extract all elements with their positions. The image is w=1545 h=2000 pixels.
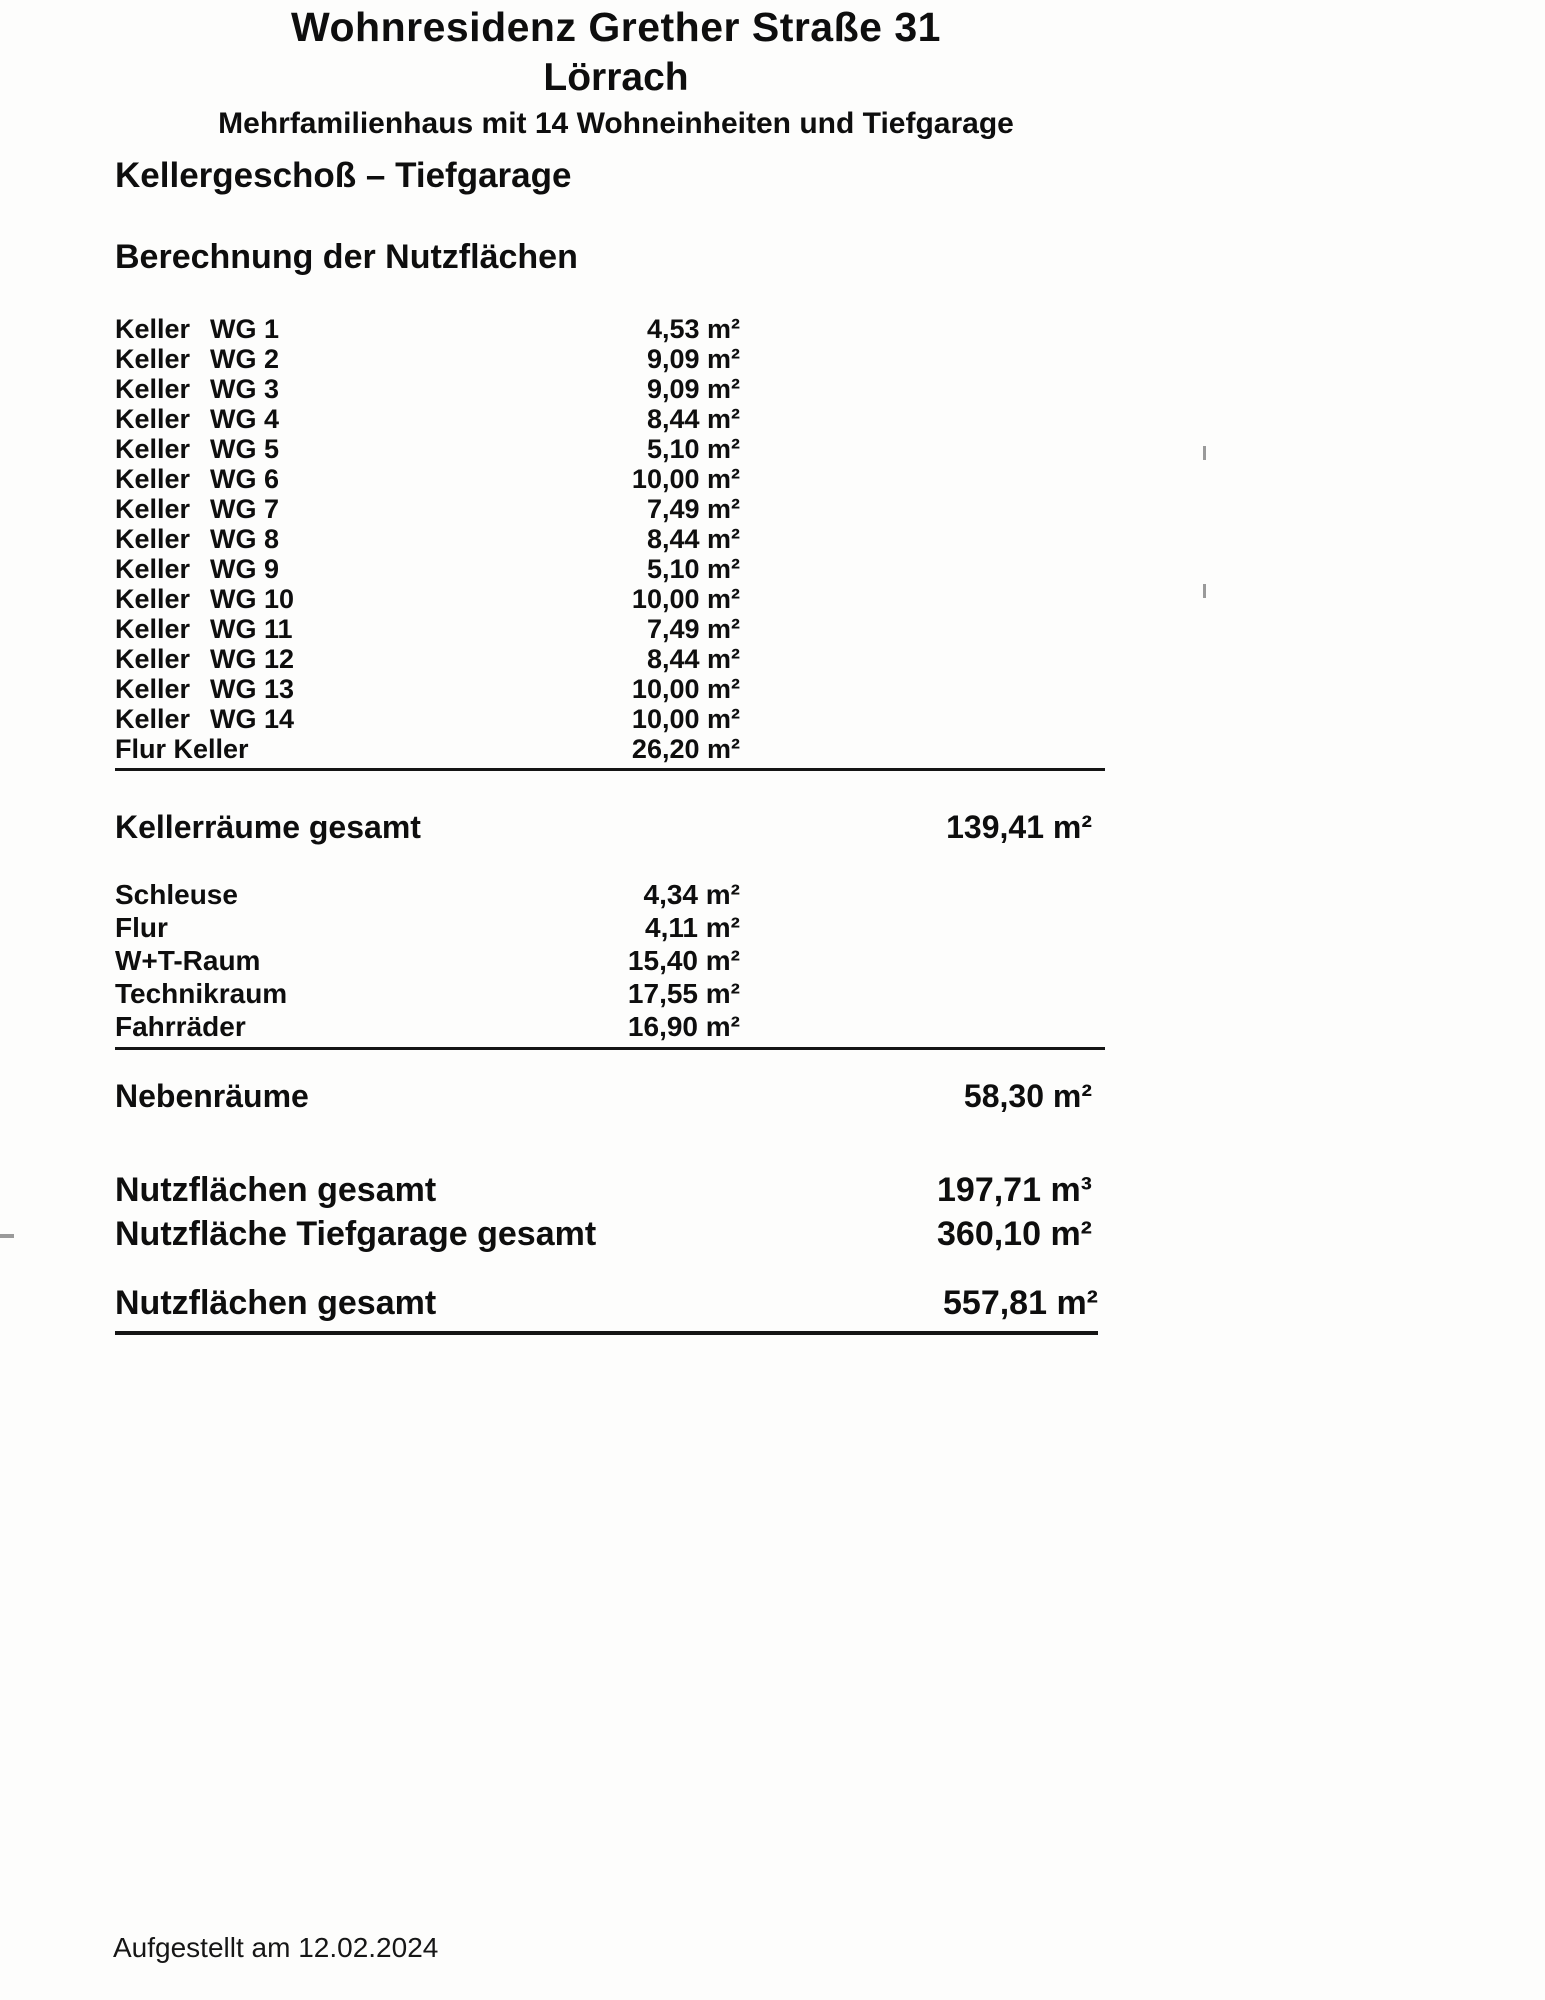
area-row-left (115, 674, 294, 704)
area-row-left (115, 584, 294, 614)
area-row-left (115, 404, 279, 434)
area-row-left (115, 878, 258, 911)
room-label: Nutzflächen gesamt (115, 1171, 437, 1209)
unit-label: WG 14 (210, 704, 295, 734)
area-row (115, 314, 740, 344)
keller-total-label: Kellerräume gesamt (115, 809, 421, 845)
unit-label: WG 8 (210, 524, 280, 554)
unit-label: WG 3 (210, 374, 280, 404)
area-row-left (115, 314, 279, 344)
area-row (115, 674, 740, 704)
unit-label: WG 1 (210, 314, 280, 344)
area-row-left (115, 1212, 616, 1256)
document-subtitle: Mehrfamilienhaus mit 14 Wohneinheiten und Tiefgarage (218, 107, 1014, 140)
area-value: 9,09 m² (646, 374, 740, 404)
area-row-left (115, 434, 279, 464)
keller-rows (115, 314, 1105, 764)
area-row-left (115, 644, 294, 674)
room-label: Keller (115, 434, 191, 464)
neben-total-value: 58,30 m² (963, 1078, 1092, 1114)
room-label: Schleuse (115, 879, 238, 910)
area-row (115, 584, 740, 614)
area-row (115, 404, 740, 434)
keller-total-row (115, 809, 1092, 846)
area-value: 4,53 m² (646, 314, 740, 344)
unit-label: WG 2 (210, 344, 280, 374)
area-row-left (115, 977, 307, 1010)
area-row-left (115, 1168, 456, 1212)
area-row (115, 734, 740, 764)
document-city: Lörrach (543, 56, 689, 99)
unit-label: WG 12 (210, 644, 295, 674)
scan-artifact (0, 1234, 14, 1238)
section-heading-kellergeschoss: Kellergeschoß – Tiefgarage (115, 156, 572, 195)
neben-rows (115, 878, 1105, 1043)
room-label: Nutzfläche Tiefgarage gesamt (115, 1215, 597, 1253)
area-row (115, 374, 740, 404)
room-label: Keller (115, 314, 191, 344)
area-value: 7,49 m² (646, 494, 740, 524)
area-row (115, 524, 740, 554)
area-row (115, 554, 740, 584)
area-value: 16,90 m² (627, 1011, 740, 1042)
room-label: Keller (115, 404, 191, 434)
area-row (115, 977, 740, 1010)
room-label: Keller (115, 524, 191, 554)
area-value: 4,11 m² (645, 912, 740, 943)
document-title: Wohnresidenz Grether Straße 31 (291, 4, 941, 50)
area-value: 10,00 m² (631, 584, 740, 614)
room-label: Keller (115, 674, 191, 704)
area-row-left (115, 1010, 266, 1043)
unit-label: WG 10 (210, 584, 295, 614)
keller-section (115, 314, 1105, 846)
keller-total-value: 139,41 m² (946, 809, 1092, 845)
area-row-left (115, 344, 279, 374)
area-row (115, 614, 740, 644)
area-row (115, 1168, 1092, 1212)
scan-artifact (1203, 584, 1206, 598)
neben-total-row (115, 1078, 1092, 1115)
unit-label: WG 7 (210, 494, 280, 524)
keller-divider-line (115, 768, 1105, 771)
neben-total-label: Nebenräume (115, 1078, 309, 1114)
area-row-left (115, 524, 279, 554)
unit-label: WG 13 (210, 674, 295, 704)
area-row (115, 944, 740, 977)
area-row (115, 494, 740, 524)
area-row-left (115, 374, 279, 404)
area-value: 197,71 m³ (937, 1171, 1092, 1209)
area-value: 360,10 m² (937, 1215, 1092, 1253)
area-value: 10,00 m² (631, 674, 740, 704)
unit-label: WG 6 (210, 464, 280, 494)
nebenraeume-section (115, 878, 1105, 1115)
unit-label: WG 11 (210, 614, 293, 644)
scan-artifact (1203, 446, 1206, 460)
document-header (0, 4, 1232, 141)
area-value: 7,49 m² (646, 614, 740, 644)
area-row-left (115, 554, 279, 584)
section-heading-berechnung: Berechnung der Nutzflächen (115, 238, 578, 276)
grand-total-label: Nutzflächen gesamt (115, 1284, 437, 1322)
area-value: 4,34 m² (643, 879, 740, 910)
neben-divider-line (115, 1047, 1105, 1050)
area-row (115, 1010, 740, 1043)
unit-label: WG 5 (210, 434, 280, 464)
room-label: Keller (115, 464, 191, 494)
area-value: 8,44 m² (646, 404, 740, 434)
unit-label: WG 9 (210, 554, 280, 584)
room-label: Keller (115, 344, 191, 374)
area-row (115, 644, 740, 674)
summary-section (115, 1168, 1098, 1335)
area-row-left (115, 911, 188, 944)
area-value: 10,00 m² (631, 464, 740, 494)
room-label: Fahrräder (115, 1011, 246, 1042)
room-label: Flur (115, 912, 168, 943)
grand-total-row (115, 1284, 1098, 1335)
room-label: Keller (115, 554, 191, 584)
document-footer-date: Aufgestellt am 12.02.2024 (113, 1932, 439, 1963)
room-label: Technikraum (115, 978, 288, 1009)
area-row-left (115, 704, 294, 734)
area-value: 26,20 m² (631, 734, 740, 764)
room-label: Keller (115, 644, 191, 674)
room-label: Keller (115, 704, 191, 734)
grand-total-value: 557,81 m² (943, 1284, 1098, 1322)
area-row-left (115, 944, 280, 977)
room-label: Keller (115, 614, 191, 644)
area-row (115, 878, 740, 911)
area-row (115, 704, 740, 734)
unit-label: WG 4 (210, 404, 280, 434)
area-row-left (115, 464, 279, 494)
summary-rows (115, 1168, 1098, 1256)
area-row (115, 464, 740, 494)
area-row (115, 434, 740, 464)
area-row (115, 344, 740, 374)
area-row-left (115, 494, 279, 524)
area-value: 8,44 m² (646, 644, 740, 674)
area-value: 15,40 m² (627, 945, 740, 976)
room-label: Flur Keller (115, 734, 249, 764)
area-value: 8,44 m² (646, 524, 740, 554)
area-value: 9,09 m² (646, 344, 740, 374)
area-row (115, 911, 740, 944)
room-label: Keller (115, 494, 191, 524)
area-value: 17,55 m² (627, 978, 740, 1009)
area-row-left (115, 734, 269, 764)
area-row (115, 1212, 1092, 1256)
room-label: W+T-Raum (115, 945, 261, 976)
room-label: Keller (115, 374, 191, 404)
area-row-left (115, 614, 293, 644)
room-label: Keller (115, 584, 191, 614)
area-value: 5,10 m² (646, 554, 740, 584)
area-value: 10,00 m² (631, 704, 740, 734)
area-value: 5,10 m² (646, 434, 740, 464)
